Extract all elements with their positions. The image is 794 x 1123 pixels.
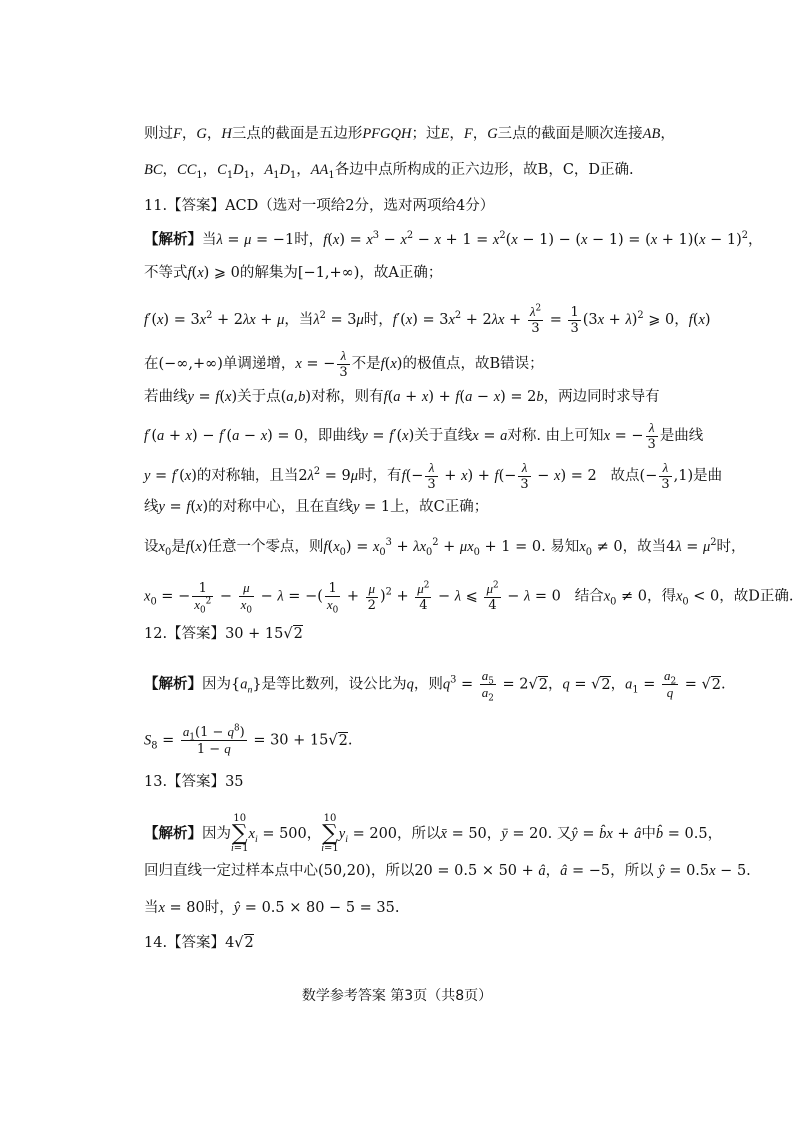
q11-line-5: 若曲线y = f(x)关于点(a,b)对称，则有f(a + x) + f(a − x) = 2b，两边同时求导有 xyxy=(144,389,660,405)
q12-answer: 12.【答案】30 + 15√2 xyxy=(144,626,303,642)
q14-answer: 14.【答案】4√2 xyxy=(144,935,254,951)
q11-line-4: 在(−∞,+∞)单调递增，x = − $\frac{\lambda}{3}$ 不是f(x)的极值点，故B错误； xyxy=(144,348,544,380)
page-footer: 数学参考答案 第3页（共8页） xyxy=(301,988,493,1004)
q11-line-6: f′(a + x) − f′(a − x) = 0，即曲线y = f′(x)关于直线x = a对称. 由上可知x = − $\frac{\lambda}{3}$ 是曲线 xyxy=(144,420,704,452)
q13-line-1: 【解析】因为 10 ∑ i=1 $x_i = 500$， 10 ∑ i=1 $y_i = 200$，所以x̄ = 50，ȳ = 20. 又ŷ = b̂x + â中b̂ = 0.5， xyxy=(144,813,723,854)
q10-line-2: BC，$CC_1$，$C_1D_1$，$A_1D_1$，$AA_1$各边中点所构成的正六边形，故B，C，D正确. xyxy=(144,162,634,181)
q11-line-7: y = f′(x)的对称轴，且当$2\lambda^2 = 9\mu$时，有f(− $\frac{\lambda}{3}$ + x) + f(− $\frac{\lambda}{3}$ − x) = 2 故点(− $\frac{\lambda}{3}$ ,1)是曲 xyxy=(144,460,723,492)
q12-line-2: $S_8$ = $\frac{a_1(1 - q^8)}{1 - q}$ = 30 + 15√2. xyxy=(144,723,353,757)
q11-line-9: 设$x_0$是f(x)任意一个零点，则$f(x_0) = x_0^3 + \lambda x_0^2 + \mu x_0 + 1 = 0$. 易知$x_0 \ne 0$，故当$4\lambda = \mu^2$时， xyxy=(144,537,746,558)
q11-line-8: 线y = f(x)的对称中心，且在直线y = 1上，故C正确； xyxy=(144,499,489,515)
q11-line-3: $f'(x) = 3x^2 + 2\lambda x + \mu$，当$\lambda^2 = 3\mu$时，$f'(x) = 3x^2 + 2\lambda x$ + $\frac{\lambda^2}{3}$ = $\frac{1}{3}$ $(3x + \lambda)^2$ ⩾ 0，f(x) xyxy=(144,303,711,336)
q11-line-10: $x_0$ = − $\frac{1}{x_0^2}$ − $\frac{\mu}{x_0}$ − λ = −( $\frac{1}{x_0}$ + $\frac{\mu}{2}$ )$^2$ + $\frac{\mu^2}{4}$ − λ ⩽ $\frac{\mu^2}{4}$ − λ = 0 结合$x_0 \ne 0$，得$x_0 < 0$，故D正确. xyxy=(144,580,794,616)
q13-line-2: 回归直线一定过样本点中心(50,20)，所以20 = 0.5 × 50 + â，â = −5，所以 ŷ = 0.5x − 5. xyxy=(144,863,751,879)
q11-line-2: 不等式f(x) ⩾ 0的解集为[−1,+∞)，故A正确； xyxy=(144,265,443,281)
q11-line-1: 【解析】当λ = μ = −1时，$f(x) = x^3 - x^2 - x + 1 = x^2(x - 1) - (x - 1) = (x + 1)(x - 1)^2$， xyxy=(144,230,763,248)
q10-line-1: 则过F，G，H三点的截面是五边形PFGQH；过E，F，G三点的截面是顺次连接AB， xyxy=(144,126,675,142)
q12-line-1: 【解析】因为$\{a_n\}$是等比数列，设公比为q，则$q^3$ = $\frac{a_5}{a_2}$ = 2√2，q = √2，$a_1$ = $\frac{a_2}{q}$ = √2. xyxy=(144,668,726,704)
q11-answer: 11.【答案】ACD（选对一项给2分，选对两项给4分） xyxy=(144,198,495,214)
q13-answer: 13.【答案】35 xyxy=(144,774,244,790)
q13-line-3: 当x = 80时，ŷ = 0.5 × 80 − 5 = 35. xyxy=(144,900,400,916)
